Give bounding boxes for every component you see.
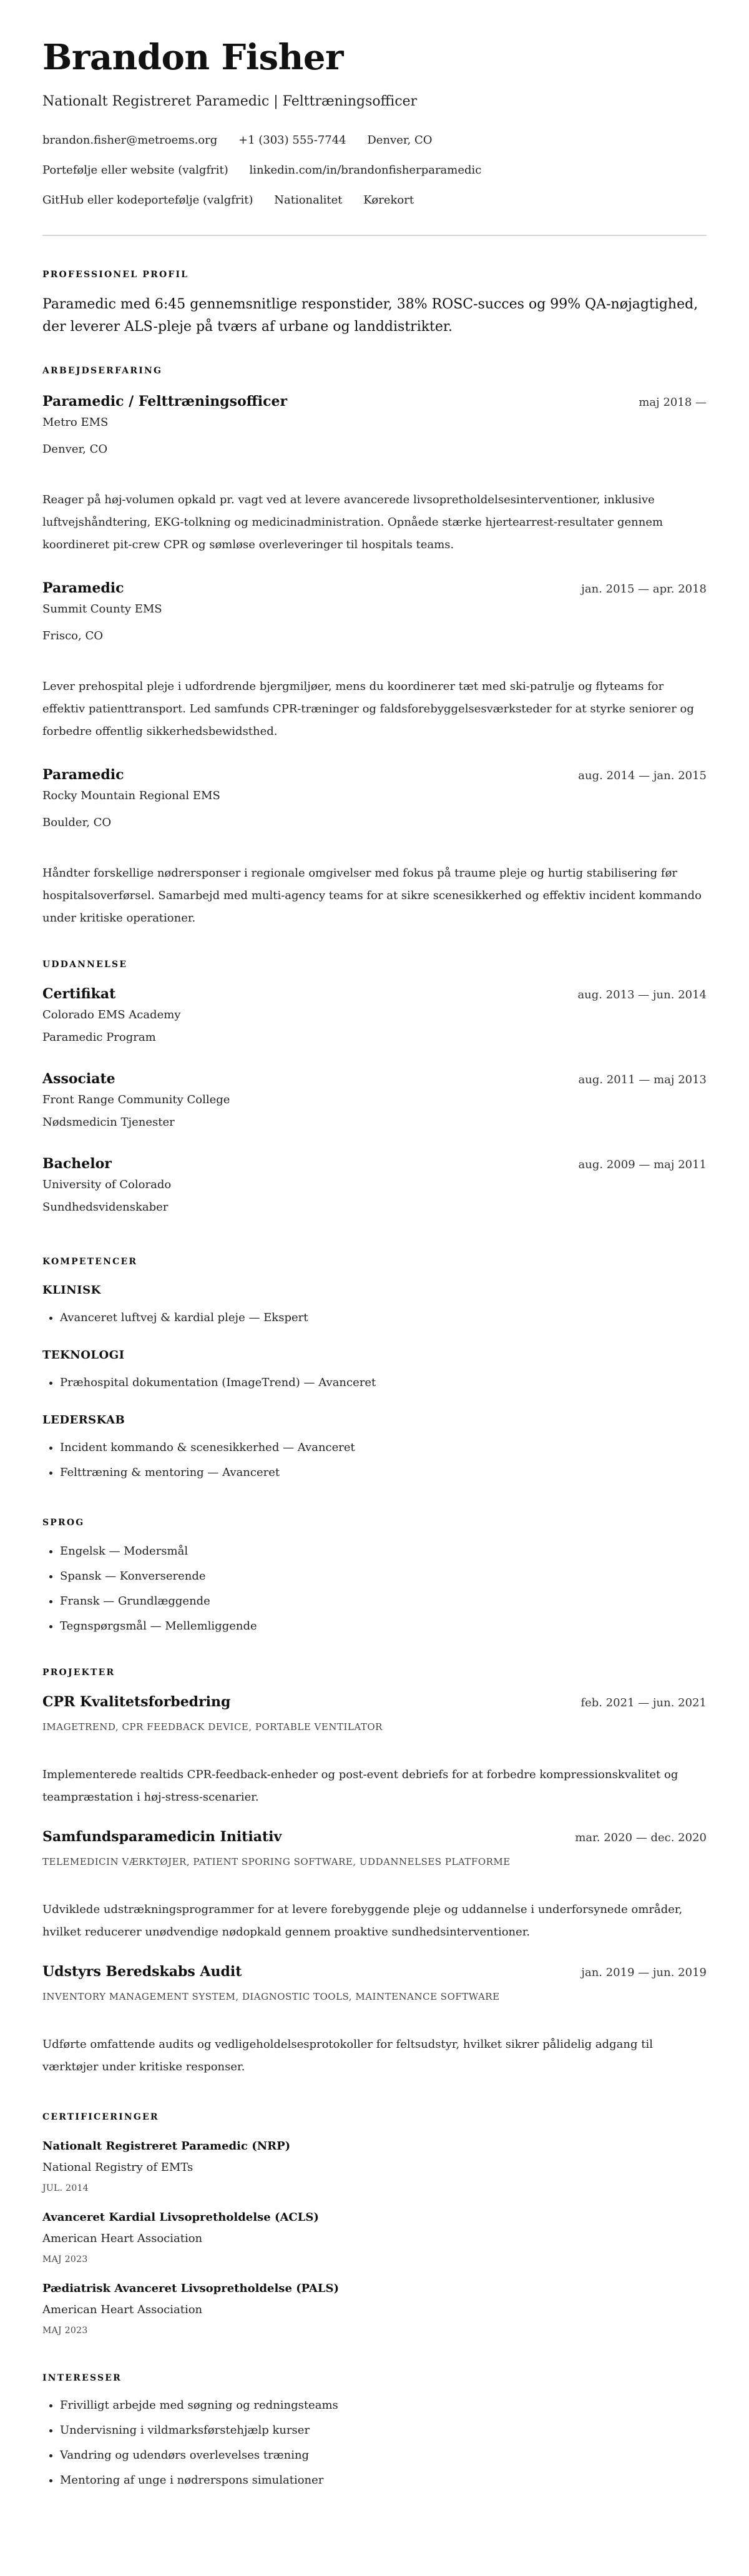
job-company: Metro EMS [42, 416, 109, 429]
certification-entry [42, 2278, 707, 2341]
certification-name: Pædiatrisk Avanceret Livsopretholdelse (PALS) [42, 2282, 340, 2295]
contact-row [42, 192, 707, 209]
degree: Associate [42, 1071, 115, 1087]
education-section [42, 958, 707, 1219]
project-title: Samfundsparamedicin Initiativ [42, 1829, 282, 1845]
project-header [42, 1691, 707, 1713]
job-entry [42, 391, 707, 556]
nationality-text: Nationalitet [274, 194, 343, 207]
language-item: • Spansk — Konverserende [60, 1564, 707, 1589]
project-tools: TELEMEDICIN VÆRKTØJER, PATIENT SPORING SOFTWARE, UDDANNELSES PLATFORME [42, 1856, 511, 1867]
job-title: Paramedic [42, 767, 124, 783]
education-entry [42, 983, 707, 1050]
portfolio-link[interactable]: Portefølje eller website (valgfrit) [42, 164, 228, 177]
skill-group-heading: TEKNOLOGI [42, 1349, 125, 1362]
certification-entry [42, 2136, 707, 2198]
language-item: • Tegnspørgsmål — Mellemliggende [60, 1614, 707, 1639]
degree: Bachelor [42, 1156, 112, 1172]
phone-link[interactable]: +1 (303) 555-7744 [238, 134, 346, 147]
job-location: Denver, CO [42, 443, 108, 456]
education-header [42, 1068, 707, 1089]
skill-group-heading: KLINISK [42, 1284, 101, 1297]
project-entry [42, 1961, 707, 2078]
skill-list [42, 1305, 707, 1330]
github-link[interactable]: GitHub eller kodeportefølje (valgfrit) [42, 194, 253, 207]
section-heading: KOMPETENCER [42, 1257, 138, 1267]
project-tools: IMAGETREND, CPR FEEDBACK DEVICE, PORTABLE VENTILATOR [42, 1721, 383, 1733]
interest-item: • Mentoring af unge i nødrerspons simulationer [60, 2468, 707, 2493]
skill-item: • Præhospital dokumentation (ImageTrend) — Avanceret [60, 1370, 707, 1395]
location-text: Denver, CO [367, 134, 433, 147]
job-dates: maj 2018 — [639, 396, 707, 409]
section-heading: PROFESSIONEL PROFIL [42, 270, 189, 280]
profile-section [42, 268, 707, 338]
headline: Nationalt Registreret Paramedic | Felttræningsofficer [42, 94, 418, 109]
job-dates: aug. 2014 — jan. 2015 [578, 769, 707, 782]
certification-issuer: American Heart Association [42, 2303, 203, 2316]
education-entry [42, 1153, 707, 1219]
candidate-name: Brandon Fisher [42, 37, 343, 78]
project-header [42, 1826, 707, 1847]
skill-list [42, 1370, 707, 1395]
section-heading: INTERESSER [42, 2373, 122, 2383]
language-item: • Fransk — Grundlæggende [60, 1589, 707, 1614]
job-entry [42, 764, 707, 930]
skill-item: • Incident kommando & scenesikkerhed — Avanceret [60, 1435, 707, 1460]
education-header [42, 983, 707, 1005]
project-title: Udstyrs Beredskabs Audit [42, 1964, 242, 1980]
certification-date: MAJ 2023 [42, 2326, 88, 2336]
job-title: Paramedic [42, 580, 124, 596]
contact-row [42, 162, 707, 179]
school-name: Front Range Community College [42, 1093, 230, 1106]
certification-issuer: American Heart Association [42, 2232, 203, 2245]
job-entry [42, 578, 707, 743]
project-dates: mar. 2020 — dec. 2020 [575, 1831, 707, 1844]
project-description: Udførte omfattende audits og vedligeholdelsesprotokoller for feltsudstyr, hvilket sikrer pålidelig adgang til værktøjer under kritiske responser. [42, 2038, 653, 2073]
section-heading: CERTIFICERINGER [42, 2112, 159, 2122]
language-list [42, 1539, 707, 1639]
certification-date: MAJ 2023 [42, 2254, 88, 2264]
section-heading: SPROG [42, 1518, 85, 1528]
education-header [42, 1153, 707, 1174]
field-of-study: Sundhedsvidenskaber [42, 1201, 169, 1214]
experience-section [42, 365, 707, 930]
drivers-license-text: Kørekort [363, 194, 414, 207]
certification-name: Avanceret Kardial Livsopretholdelse (ACLS) [42, 2211, 319, 2224]
profile-summary: Paramedic med 6:45 gennemsnitlige responstider, 38% ROSC-succes og 99% QA-nøjagtighed, der leverer ALS-pleje på tværs af urbane og landdistrikter. [42, 297, 698, 335]
contact-row [42, 132, 707, 149]
project-entry [42, 1691, 707, 1809]
resume-header [42, 36, 707, 209]
interest-item: • Vandring og udendørs overlevelses træning [60, 2443, 707, 2468]
interests-section [42, 2372, 707, 2493]
job-company: Rocky Mountain Regional EMS [42, 789, 220, 802]
project-description: Implementerede realtids CPR-feedback-enheder og post-event debriefs for at forbedre kompressionskvalitet og teampræstation i høj-stress-scenarier. [42, 1768, 678, 1804]
job-description: Lever prehospital pleje i udfordrende bjergmiljøer, mens du koordinerer tæt med ski-patrulje og flyteams for effektiv patienttransport. Led samfunds CPR-træninger og faldsforebyggelsesværksteder for at styrke seniorer og forbedre offentlig sikkerhedsbewidsthed. [42, 680, 694, 738]
interest-item: • Undervisning i vildmarksførstehjælp kurser [60, 2418, 707, 2443]
education-dates: aug. 2009 — maj 2011 [578, 1158, 707, 1171]
project-header [42, 1961, 707, 1982]
linkedin-link[interactable]: linkedin.com/in/brandonfisherparamedic [249, 164, 482, 177]
job-header [42, 764, 707, 785]
job-header [42, 391, 707, 412]
skill-item: • Avanceret luftvej & kardial pleje — Ekspert [60, 1305, 707, 1330]
interest-item: • Frivilligt arbejde med søgning og redningsteams [60, 2393, 707, 2418]
language-item: • Engelsk — Modersmål [60, 1539, 707, 1564]
project-description: Udviklede udstrækningsprogrammer for at levere forebyggende pleje og uddannelse i underforsynede områder, hvilket reducerer unødvendige nødopkald gennem proaktive sundhedsinterventioner. [42, 1903, 683, 1939]
skills-section [42, 1256, 707, 1485]
interest-list [42, 2393, 707, 2493]
project-dates: jan. 2019 — jun. 2019 [581, 1966, 707, 1979]
job-header [42, 578, 707, 599]
job-description: Reager på høj-volumen opkald pr. vagt ved at levere avancerede livsopretholdelsesinterventioner, inklusive luftvejshåndtering, EKG-tolkning og medicinadministration. Opnåede stærke hjertearrest-resultater gennem koordineret pit-crew CPR og sømløse overleveringer til hospitals teams. [42, 493, 663, 551]
certification-issuer: National Registry of EMTs [42, 2161, 193, 2174]
job-location: Frisco, CO [42, 629, 103, 642]
job-title: Paramedic / Felttræningsofficer [42, 393, 288, 410]
skill-group-heading: LEDERSKAB [42, 1413, 125, 1427]
job-location: Boulder, CO [42, 816, 112, 829]
skill-list [42, 1435, 707, 1485]
certification-date: JUL. 2014 [42, 2183, 89, 2193]
education-entry [42, 1068, 707, 1134]
skill-item: • Felttræning & mentoring — Avanceret [60, 1460, 707, 1485]
field-of-study: Nødsmedicin Tjenester [42, 1116, 175, 1129]
certification-entry [42, 2207, 707, 2269]
job-dates: jan. 2015 — apr. 2018 [581, 583, 707, 596]
languages-section [42, 1517, 707, 1639]
section-heading: PROJEKTER [42, 1668, 115, 1678]
project-dates: feb. 2021 — jun. 2021 [580, 1696, 707, 1709]
projects-section [42, 1666, 707, 2078]
job-description: Håndter forskellige nødrersponser i regionale omgivelser med fokus på traume pleje og hurtig stabilisering før hospitalsoverførsel. Samarbejd med multi-agency teams for at sikre scenesikkerhed og effektiv incident kommando under kritiske operationer. [42, 867, 702, 925]
email-link[interactable]: brandon.fisher@metroems.org [42, 134, 218, 147]
job-company: Summit County EMS [42, 602, 162, 616]
project-title: CPR Kvalitetsforbedring [42, 1694, 231, 1710]
certifications-section [42, 2111, 707, 2341]
field-of-study: Paramedic Program [42, 1031, 156, 1044]
degree: Certifikat [42, 986, 116, 1002]
section-heading: UDDANNELSE [42, 960, 128, 970]
education-dates: aug. 2011 — maj 2013 [578, 1073, 707, 1086]
project-tools: INVENTORY MANAGEMENT SYSTEM, DIAGNOSTIC TOOLS, MAINTENANCE SOFTWARE [42, 1991, 500, 2002]
education-dates: aug. 2013 — jun. 2014 [577, 988, 707, 1001]
section-heading: ARBEJDSERFARING [42, 366, 163, 376]
certification-name: Nationalt Registreret Paramedic (NRP) [42, 2140, 291, 2153]
school-name: University of Colorado [42, 1178, 172, 1191]
header-divider [42, 235, 707, 236]
project-entry [42, 1826, 707, 1944]
school-name: Colorado EMS Academy [42, 1008, 181, 1021]
